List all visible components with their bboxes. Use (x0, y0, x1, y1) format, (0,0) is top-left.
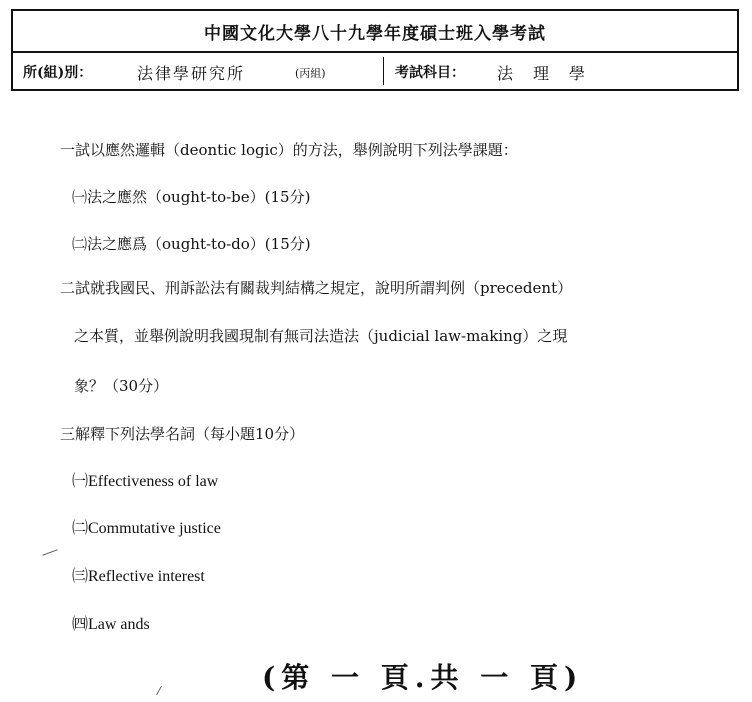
question-1-sub-2: ㈡法之應爲（ought-to-do）(15分) (72, 235, 311, 253)
question-2-line-1: 二試就我國民、刑訴訟法有關裁判結構之規定，說明所謂判例（precedent） (60, 279, 573, 297)
department-label: 所(組)別： (23, 65, 93, 81)
exam-title: 中國文化大學八十九學年度碩士班入學考試 (13, 11, 737, 53)
subject-label: 考試科目： (395, 65, 465, 81)
scan-mark (42, 549, 57, 555)
info-divider (383, 57, 384, 85)
question-3-sub-3: ㈢Reflective interest (72, 568, 205, 585)
question-3-sub-1: ㈠Effectiveness of law (72, 473, 219, 490)
department-value: 法律學研究所 (137, 64, 246, 83)
question-3-sub-2: ㈡Commutative justice (72, 520, 221, 537)
exam-info-row (13, 51, 737, 91)
scan-mark (156, 686, 162, 695)
question-1-sub-1: ㈠法之應然（ought-to-be）(15分) (72, 188, 311, 206)
department-group: (丙組) (295, 67, 326, 80)
exam-header-box (11, 9, 739, 91)
subject-value: 法 理 學 (497, 64, 588, 83)
page-footer: (第 一 頁.共 一 頁) (262, 661, 584, 694)
question-2-line-2: 之本質，並舉例說明我國現制有無司法造法（judicial law-making）之現 (74, 327, 568, 345)
question-3-sub-4: ㈣Law ands (72, 616, 150, 633)
question-3-text: 三解釋下列法學名詞（每小題10分） (60, 425, 305, 443)
question-2-line-3: 象？（30分） (74, 377, 169, 395)
question-1-text: 一試以應然邏輯（deontic logic）的方法，舉例說明下列法學課題： (60, 141, 518, 159)
